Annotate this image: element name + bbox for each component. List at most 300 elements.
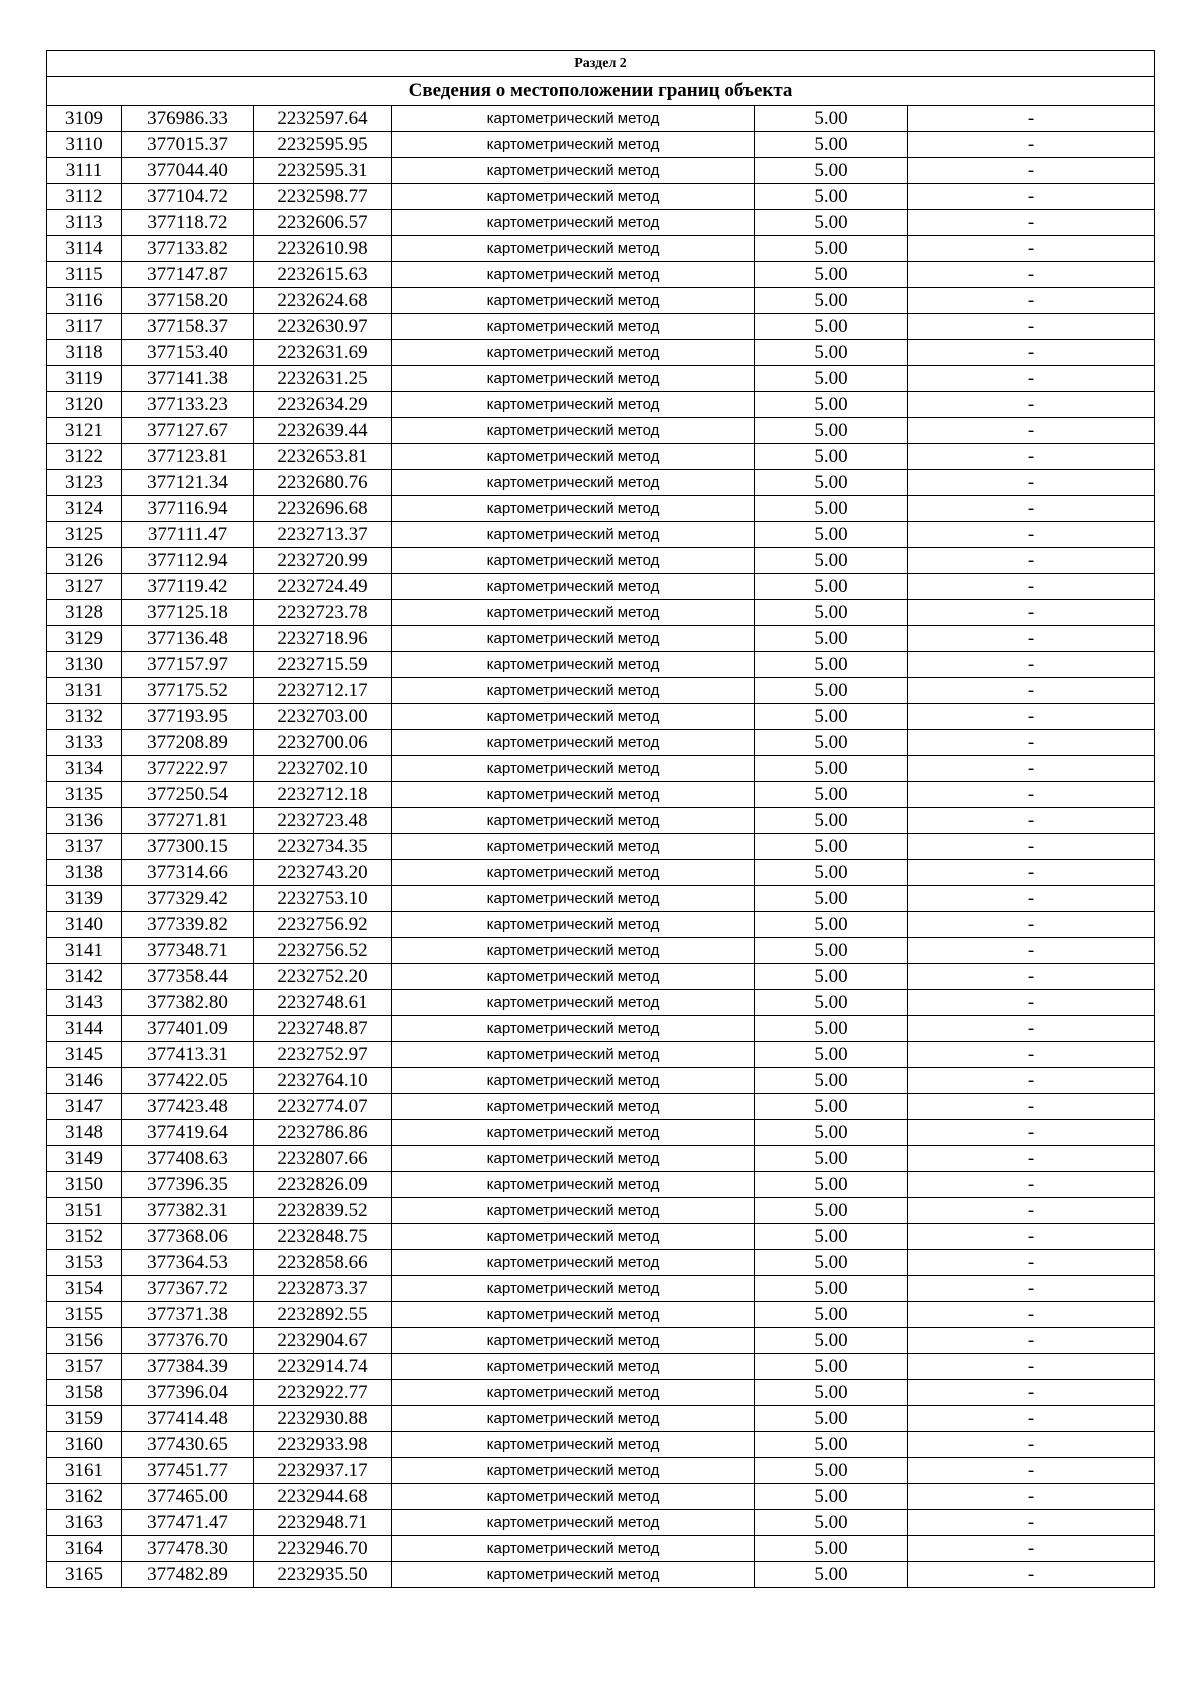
point-number-cell: 3141: [47, 938, 122, 964]
note-cell: -: [908, 1484, 1155, 1510]
table-row: [47, 1562, 1155, 1588]
point-number-cell: 3149: [47, 1146, 122, 1172]
accuracy-cell: 5.00: [755, 600, 908, 626]
point-number-cell: 3137: [47, 834, 122, 860]
accuracy-cell: 5.00: [755, 678, 908, 704]
accuracy-cell: 5.00: [755, 1432, 908, 1458]
note-cell: -: [908, 236, 1155, 262]
note-cell: -: [908, 1328, 1155, 1354]
table-row: [47, 1120, 1155, 1146]
point-number-cell: 3146: [47, 1068, 122, 1094]
table-row: [47, 1198, 1155, 1224]
table-row: [47, 496, 1155, 522]
point-number-cell: 3154: [47, 1276, 122, 1302]
method-cell: картометрический метод: [392, 1484, 755, 1510]
point-number-cell: 3143: [47, 990, 122, 1016]
x-coordinate-cell: 377271.81: [122, 808, 254, 834]
point-number-cell: 3156: [47, 1328, 122, 1354]
method-cell: картометрический метод: [392, 1042, 755, 1068]
method-cell: картометрический метод: [392, 1068, 755, 1094]
note-cell: -: [908, 106, 1155, 132]
method-cell: картометрический метод: [392, 470, 755, 496]
y-coordinate-cell: 2232946.70: [254, 1536, 392, 1562]
accuracy-cell: 5.00: [755, 808, 908, 834]
table-row: [47, 912, 1155, 938]
method-cell: картометрический метод: [392, 106, 755, 132]
method-cell: картометрический метод: [392, 1354, 755, 1380]
y-coordinate-cell: 2232624.68: [254, 288, 392, 314]
note-cell: -: [908, 158, 1155, 184]
x-coordinate-cell: 377382.80: [122, 990, 254, 1016]
method-cell: картометрический метод: [392, 366, 755, 392]
y-coordinate-cell: 2232764.10: [254, 1068, 392, 1094]
x-coordinate-cell: 377116.94: [122, 496, 254, 522]
x-coordinate-cell: 377358.44: [122, 964, 254, 990]
accuracy-cell: 5.00: [755, 314, 908, 340]
note-cell: -: [908, 1432, 1155, 1458]
accuracy-cell: 5.00: [755, 366, 908, 392]
y-coordinate-cell: 2232892.55: [254, 1302, 392, 1328]
method-cell: картометрический метод: [392, 522, 755, 548]
y-coordinate-cell: 2232748.87: [254, 1016, 392, 1042]
table-row: [47, 132, 1155, 158]
x-coordinate-cell: 377422.05: [122, 1068, 254, 1094]
method-cell: картометрический метод: [392, 808, 755, 834]
method-cell: картометрический метод: [392, 1380, 755, 1406]
accuracy-cell: 5.00: [755, 1016, 908, 1042]
table-row: [47, 990, 1155, 1016]
note-cell: -: [908, 1094, 1155, 1120]
method-cell: картометрический метод: [392, 938, 755, 964]
y-coordinate-cell: 2232734.35: [254, 834, 392, 860]
y-coordinate-cell: 2232873.37: [254, 1276, 392, 1302]
x-coordinate-cell: 377158.37: [122, 314, 254, 340]
x-coordinate-cell: 377111.47: [122, 522, 254, 548]
note-cell: -: [908, 392, 1155, 418]
note-cell: -: [908, 964, 1155, 990]
method-cell: картометрический метод: [392, 496, 755, 522]
x-coordinate-cell: 377419.64: [122, 1120, 254, 1146]
note-cell: -: [908, 548, 1155, 574]
table-row: [47, 1094, 1155, 1120]
point-number-cell: 3127: [47, 574, 122, 600]
point-number-cell: 3125: [47, 522, 122, 548]
method-cell: картометрический метод: [392, 704, 755, 730]
x-coordinate-cell: 377364.53: [122, 1250, 254, 1276]
table-row: [47, 600, 1155, 626]
method-cell: картометрический метод: [392, 678, 755, 704]
y-coordinate-cell: 2232610.98: [254, 236, 392, 262]
note-cell: -: [908, 1510, 1155, 1536]
table-row: [47, 184, 1155, 210]
accuracy-cell: 5.00: [755, 340, 908, 366]
method-cell: картометрический метод: [392, 574, 755, 600]
table-row: [47, 210, 1155, 236]
x-coordinate-cell: 377368.06: [122, 1224, 254, 1250]
x-coordinate-cell: 376986.33: [122, 106, 254, 132]
point-number-cell: 3161: [47, 1458, 122, 1484]
y-coordinate-cell: 2232723.48: [254, 808, 392, 834]
x-coordinate-cell: 377175.52: [122, 678, 254, 704]
y-coordinate-cell: 2232826.09: [254, 1172, 392, 1198]
method-cell: картометрический метод: [392, 1510, 755, 1536]
note-cell: -: [908, 1380, 1155, 1406]
point-number-cell: 3135: [47, 782, 122, 808]
accuracy-cell: 5.00: [755, 1094, 908, 1120]
point-number-cell: 3148: [47, 1120, 122, 1146]
point-number-cell: 3145: [47, 1042, 122, 1068]
x-coordinate-cell: 377157.97: [122, 652, 254, 678]
note-cell: -: [908, 678, 1155, 704]
x-coordinate-cell: 377413.31: [122, 1042, 254, 1068]
table-row: [47, 964, 1155, 990]
method-cell: картометрический метод: [392, 756, 755, 782]
note-cell: -: [908, 730, 1155, 756]
y-coordinate-cell: 2232715.59: [254, 652, 392, 678]
accuracy-cell: 5.00: [755, 262, 908, 288]
note-cell: -: [908, 1172, 1155, 1198]
method-cell: картометрический метод: [392, 834, 755, 860]
method-cell: картометрический метод: [392, 1198, 755, 1224]
y-coordinate-cell: 2232631.69: [254, 340, 392, 366]
x-coordinate-cell: 377133.82: [122, 236, 254, 262]
y-coordinate-cell: 2232615.63: [254, 262, 392, 288]
method-cell: картометрический метод: [392, 158, 755, 184]
note-cell: -: [908, 340, 1155, 366]
x-coordinate-cell: 377423.48: [122, 1094, 254, 1120]
note-cell: -: [908, 262, 1155, 288]
point-number-cell: 3117: [47, 314, 122, 340]
method-cell: картометрический метод: [392, 1406, 755, 1432]
y-coordinate-cell: 2232700.06: [254, 730, 392, 756]
accuracy-cell: 5.00: [755, 886, 908, 912]
method-cell: картометрический метод: [392, 782, 755, 808]
table-row: [47, 652, 1155, 678]
point-number-cell: 3155: [47, 1302, 122, 1328]
table-row: [47, 626, 1155, 652]
method-cell: картометрический метод: [392, 626, 755, 652]
table-row: [47, 1484, 1155, 1510]
y-coordinate-cell: 2232718.96: [254, 626, 392, 652]
accuracy-cell: 5.00: [755, 1120, 908, 1146]
table-row: [47, 1510, 1155, 1536]
note-cell: -: [908, 938, 1155, 964]
point-number-cell: 3126: [47, 548, 122, 574]
table-row: [47, 522, 1155, 548]
x-coordinate-cell: 377376.70: [122, 1328, 254, 1354]
note-cell: -: [908, 1224, 1155, 1250]
y-coordinate-cell: 2232839.52: [254, 1198, 392, 1224]
table-row: [47, 808, 1155, 834]
y-coordinate-cell: 2232948.71: [254, 1510, 392, 1536]
point-number-cell: 3109: [47, 106, 122, 132]
y-coordinate-cell: 2232639.44: [254, 418, 392, 444]
x-coordinate-cell: 377367.72: [122, 1276, 254, 1302]
table-row: [47, 262, 1155, 288]
method-cell: картометрический метод: [392, 262, 755, 288]
x-coordinate-cell: 377104.72: [122, 184, 254, 210]
y-coordinate-cell: 2232944.68: [254, 1484, 392, 1510]
accuracy-cell: 5.00: [755, 444, 908, 470]
note-cell: -: [908, 132, 1155, 158]
note-cell: -: [908, 1250, 1155, 1276]
x-coordinate-cell: 377193.95: [122, 704, 254, 730]
x-coordinate-cell: 377348.71: [122, 938, 254, 964]
note-cell: -: [908, 522, 1155, 548]
y-coordinate-cell: 2232752.97: [254, 1042, 392, 1068]
y-coordinate-cell: 2232723.78: [254, 600, 392, 626]
note-cell: -: [908, 1146, 1155, 1172]
y-coordinate-cell: 2232720.99: [254, 548, 392, 574]
method-cell: картометрический метод: [392, 1536, 755, 1562]
note-cell: -: [908, 782, 1155, 808]
point-number-cell: 3157: [47, 1354, 122, 1380]
note-cell: -: [908, 496, 1155, 522]
accuracy-cell: 5.00: [755, 496, 908, 522]
point-number-cell: 3164: [47, 1536, 122, 1562]
note-cell: -: [908, 1458, 1155, 1484]
x-coordinate-cell: 377147.87: [122, 262, 254, 288]
table-row: [47, 1172, 1155, 1198]
note-cell: -: [908, 704, 1155, 730]
method-cell: картометрический метод: [392, 184, 755, 210]
note-cell: -: [908, 1042, 1155, 1068]
table-row: [47, 1302, 1155, 1328]
point-number-cell: 3150: [47, 1172, 122, 1198]
note-cell: -: [908, 990, 1155, 1016]
note-cell: -: [908, 1354, 1155, 1380]
accuracy-cell: 5.00: [755, 1536, 908, 1562]
method-cell: картометрический метод: [392, 548, 755, 574]
point-number-cell: 3128: [47, 600, 122, 626]
point-number-cell: 3118: [47, 340, 122, 366]
note-cell: -: [908, 1406, 1155, 1432]
method-cell: картометрический метод: [392, 288, 755, 314]
y-coordinate-cell: 2232753.10: [254, 886, 392, 912]
point-number-cell: 3110: [47, 132, 122, 158]
y-coordinate-cell: 2232933.98: [254, 1432, 392, 1458]
point-number-cell: 3129: [47, 626, 122, 652]
accuracy-cell: 5.00: [755, 1406, 908, 1432]
note-cell: -: [908, 470, 1155, 496]
section-header-row: [47, 51, 1155, 77]
table-row: [47, 418, 1155, 444]
y-coordinate-cell: 2232702.10: [254, 756, 392, 782]
note-cell: -: [908, 756, 1155, 782]
y-coordinate-cell: 2232653.81: [254, 444, 392, 470]
note-cell: -: [908, 574, 1155, 600]
x-coordinate-cell: 377482.89: [122, 1562, 254, 1588]
table-row: [47, 1042, 1155, 1068]
y-coordinate-cell: 2232724.49: [254, 574, 392, 600]
point-number-cell: 3114: [47, 236, 122, 262]
table-row: [47, 1016, 1155, 1042]
note-cell: -: [908, 1120, 1155, 1146]
x-coordinate-cell: 377314.66: [122, 860, 254, 886]
point-number-cell: 3136: [47, 808, 122, 834]
note-cell: -: [908, 366, 1155, 392]
x-coordinate-cell: 377136.48: [122, 626, 254, 652]
note-cell: -: [908, 1536, 1155, 1562]
accuracy-cell: 5.00: [755, 210, 908, 236]
accuracy-cell: 5.00: [755, 470, 908, 496]
y-coordinate-cell: 2232904.67: [254, 1328, 392, 1354]
method-cell: картометрический метод: [392, 1094, 755, 1120]
accuracy-cell: 5.00: [755, 1172, 908, 1198]
y-coordinate-cell: 2232597.64: [254, 106, 392, 132]
y-coordinate-cell: 2232634.29: [254, 392, 392, 418]
method-cell: картометрический метод: [392, 1172, 755, 1198]
table-row: [47, 1380, 1155, 1406]
method-cell: картометрический метод: [392, 1120, 755, 1146]
point-number-cell: 3153: [47, 1250, 122, 1276]
method-cell: картометрический метод: [392, 1146, 755, 1172]
accuracy-cell: 5.00: [755, 1458, 908, 1484]
accuracy-cell: 5.00: [755, 626, 908, 652]
point-number-cell: 3165: [47, 1562, 122, 1588]
accuracy-cell: 5.00: [755, 756, 908, 782]
point-number-cell: 3160: [47, 1432, 122, 1458]
note-cell: -: [908, 912, 1155, 938]
accuracy-cell: 5.00: [755, 912, 908, 938]
note-cell: -: [908, 860, 1155, 886]
x-coordinate-cell: 377141.38: [122, 366, 254, 392]
method-cell: картометрический метод: [392, 886, 755, 912]
table-row: [47, 288, 1155, 314]
y-coordinate-cell: 2232696.68: [254, 496, 392, 522]
table-row: [47, 782, 1155, 808]
x-coordinate-cell: 377127.67: [122, 418, 254, 444]
y-coordinate-cell: 2232630.97: [254, 314, 392, 340]
accuracy-cell: 5.00: [755, 1354, 908, 1380]
accuracy-cell: 5.00: [755, 1224, 908, 1250]
accuracy-cell: 5.00: [755, 990, 908, 1016]
point-number-cell: 3119: [47, 366, 122, 392]
y-coordinate-cell: 2232606.57: [254, 210, 392, 236]
x-coordinate-cell: 377451.77: [122, 1458, 254, 1484]
x-coordinate-cell: 377465.00: [122, 1484, 254, 1510]
note-cell: -: [908, 288, 1155, 314]
x-coordinate-cell: 377396.04: [122, 1380, 254, 1406]
note-cell: -: [908, 1276, 1155, 1302]
point-number-cell: 3142: [47, 964, 122, 990]
table-row: [47, 1224, 1155, 1250]
note-cell: -: [908, 652, 1155, 678]
y-coordinate-cell: 2232807.66: [254, 1146, 392, 1172]
note-cell: -: [908, 1302, 1155, 1328]
table-row: [47, 938, 1155, 964]
point-number-cell: 3133: [47, 730, 122, 756]
point-number-cell: 3158: [47, 1380, 122, 1406]
title-row: [47, 77, 1155, 106]
point-number-cell: 3138: [47, 860, 122, 886]
accuracy-cell: 5.00: [755, 652, 908, 678]
method-cell: картометрический метод: [392, 314, 755, 340]
y-coordinate-cell: 2232922.77: [254, 1380, 392, 1406]
point-number-cell: 3122: [47, 444, 122, 470]
table-body: [47, 51, 1155, 1588]
point-number-cell: 3111: [47, 158, 122, 184]
method-cell: картометрический метод: [392, 912, 755, 938]
accuracy-cell: 5.00: [755, 1198, 908, 1224]
point-number-cell: 3159: [47, 1406, 122, 1432]
y-coordinate-cell: 2232703.00: [254, 704, 392, 730]
method-cell: картометрический метод: [392, 1328, 755, 1354]
point-number-cell: 3152: [47, 1224, 122, 1250]
point-number-cell: 3147: [47, 1094, 122, 1120]
y-coordinate-cell: 2232680.76: [254, 470, 392, 496]
note-cell: -: [908, 600, 1155, 626]
accuracy-cell: 5.00: [755, 548, 908, 574]
y-coordinate-cell: 2232774.07: [254, 1094, 392, 1120]
method-cell: картометрический метод: [392, 990, 755, 1016]
x-coordinate-cell: 377015.37: [122, 132, 254, 158]
y-coordinate-cell: 2232713.37: [254, 522, 392, 548]
x-coordinate-cell: 377396.35: [122, 1172, 254, 1198]
y-coordinate-cell: 2232858.66: [254, 1250, 392, 1276]
x-coordinate-cell: 377112.94: [122, 548, 254, 574]
accuracy-cell: 5.00: [755, 1250, 908, 1276]
point-number-cell: 3134: [47, 756, 122, 782]
y-coordinate-cell: 2232756.92: [254, 912, 392, 938]
table-row: [47, 678, 1155, 704]
accuracy-cell: 5.00: [755, 938, 908, 964]
y-coordinate-cell: 2232930.88: [254, 1406, 392, 1432]
accuracy-cell: 5.00: [755, 522, 908, 548]
x-coordinate-cell: 377401.09: [122, 1016, 254, 1042]
boundary-table: [46, 50, 1155, 1588]
x-coordinate-cell: 377414.48: [122, 1406, 254, 1432]
point-number-cell: 3132: [47, 704, 122, 730]
table-row: [47, 704, 1155, 730]
x-coordinate-cell: 377371.38: [122, 1302, 254, 1328]
accuracy-cell: 5.00: [755, 834, 908, 860]
method-cell: картометрический метод: [392, 132, 755, 158]
x-coordinate-cell: 377478.30: [122, 1536, 254, 1562]
table-row: [47, 1328, 1155, 1354]
y-coordinate-cell: 2232712.18: [254, 782, 392, 808]
accuracy-cell: 5.00: [755, 1510, 908, 1536]
x-coordinate-cell: 377408.63: [122, 1146, 254, 1172]
table-row: [47, 314, 1155, 340]
section-label: Раздел 2: [47, 51, 1155, 77]
table-row: [47, 1068, 1155, 1094]
note-cell: -: [908, 210, 1155, 236]
note-cell: -: [908, 314, 1155, 340]
x-coordinate-cell: 377133.23: [122, 392, 254, 418]
accuracy-cell: 5.00: [755, 236, 908, 262]
y-coordinate-cell: 2232848.75: [254, 1224, 392, 1250]
y-coordinate-cell: 2232786.86: [254, 1120, 392, 1146]
table-row: [47, 574, 1155, 600]
method-cell: картометрический метод: [392, 210, 755, 236]
x-coordinate-cell: 377044.40: [122, 158, 254, 184]
note-cell: -: [908, 834, 1155, 860]
accuracy-cell: 5.00: [755, 1380, 908, 1406]
point-number-cell: 3131: [47, 678, 122, 704]
method-cell: картометрический метод: [392, 392, 755, 418]
accuracy-cell: 5.00: [755, 730, 908, 756]
table-row: [47, 366, 1155, 392]
y-coordinate-cell: 2232937.17: [254, 1458, 392, 1484]
note-cell: -: [908, 626, 1155, 652]
x-coordinate-cell: 377382.31: [122, 1198, 254, 1224]
y-coordinate-cell: 2232595.95: [254, 132, 392, 158]
point-number-cell: 3140: [47, 912, 122, 938]
y-coordinate-cell: 2232756.52: [254, 938, 392, 964]
table-row: [47, 1432, 1155, 1458]
y-coordinate-cell: 2232743.20: [254, 860, 392, 886]
